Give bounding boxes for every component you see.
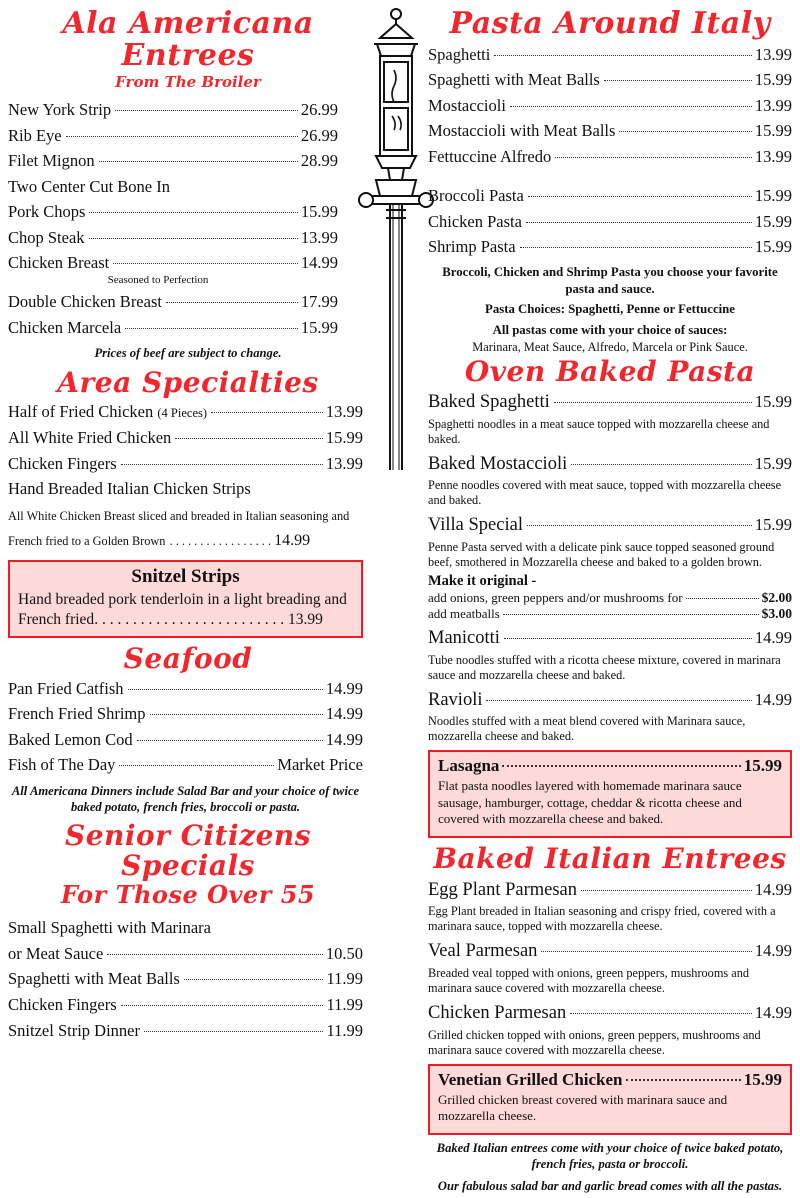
pasta-sauces-list: Marinara, Meat Sauce, Alfredo, Marcela or Pink Sauce. bbox=[472, 339, 748, 354]
snitzel-strips-box: Snitzel Strips Hand breaded pork tenderloin in a light breading and French fried. . . . . . . . . . . . . . . . . . . . . . . . . 13.99 bbox=[8, 560, 363, 638]
menu-item: Chop Steak 13.99 bbox=[8, 227, 338, 247]
dot-leader bbox=[526, 222, 752, 223]
seasoned-note: Seasoned to Perfection bbox=[107, 273, 209, 286]
section-title-oven-baked-pasta: Oven Baked Pasta bbox=[464, 354, 756, 388]
menu-item: All White Fried Chicken 15.99 bbox=[8, 427, 363, 447]
menu-item-description: Noodles stuffed with a meat blend covered with Marinara sauce, mozzarella cheese and baked. bbox=[428, 714, 746, 744]
section-title-baked-italian-entrees: Baked Italian Entrees bbox=[433, 842, 787, 876]
dot-leader bbox=[66, 136, 298, 137]
menu-item: Fish of The Day Market Price bbox=[8, 755, 363, 775]
menu-item: Spaghetti 13.99 bbox=[428, 44, 792, 64]
menu-item: Chicken Fingers 13.99 bbox=[8, 453, 363, 473]
menu-item: Chicken Parmesan 14.99 bbox=[428, 1002, 792, 1023]
menu-item: Broccoli Pasta 15.99 bbox=[428, 186, 792, 206]
venetian-row bbox=[438, 1070, 782, 1090]
lasagna-row bbox=[438, 756, 782, 776]
lasagna-price: 15.99 bbox=[743, 756, 782, 776]
subtitle-from-the-broiler: From The Broiler bbox=[115, 73, 261, 91]
menu-item: Baked Mostaccioli 15.99 bbox=[428, 453, 792, 474]
left-column bbox=[0, 0, 378, 1043]
dot-leader bbox=[99, 161, 298, 162]
section-title-senior-citizens: Senior Citizens Specials bbox=[64, 819, 312, 882]
dot-leader bbox=[604, 80, 752, 81]
dot-leader bbox=[686, 598, 759, 599]
menu-item: Baked Spaghetti 15.99 bbox=[428, 392, 792, 413]
dot-leader bbox=[89, 212, 297, 213]
dot-leader bbox=[128, 689, 323, 690]
dot-leader bbox=[626, 1079, 741, 1081]
dot-leader bbox=[150, 714, 323, 715]
menu-item: Chicken Pasta 15.99 bbox=[428, 211, 792, 231]
addon-row: add meatballs $3.00 bbox=[428, 606, 792, 622]
pasta-choices-note: Pasta Choices: Spaghetti, Penne or Fettuccine bbox=[485, 302, 735, 317]
lasagna-box bbox=[428, 750, 792, 838]
menu-item-label: Two Center Cut Bone In bbox=[8, 176, 170, 196]
pasta-note-choose: Broccoli, Chicken and Shrimp Pasta you choose your favorite pasta and sauce. bbox=[442, 265, 778, 296]
menu-item: Baked Lemon Cod 14.99 bbox=[8, 729, 363, 749]
dot-leader bbox=[107, 954, 323, 955]
dot-leader bbox=[527, 525, 752, 526]
dot-leader bbox=[115, 110, 298, 111]
menu-item: Mostaccioli with Meat Balls 15.99 bbox=[428, 121, 792, 141]
salad-bar-note: Our fabulous salad bar and garlic bread comes with all the pastas. bbox=[437, 1178, 783, 1193]
menu-item: Pork Chops 15.99 bbox=[8, 202, 338, 222]
dot-leader bbox=[211, 412, 323, 413]
dot-leader bbox=[502, 765, 740, 767]
dot-leader bbox=[619, 131, 751, 132]
addon-row: add onions, green peppers and/or mushrooms for $2.00 bbox=[428, 590, 792, 606]
dot-leader bbox=[175, 438, 323, 439]
venetian-desc: Grilled chicken breast covered with marinara sauce and mozzarella cheese. bbox=[438, 1091, 728, 1123]
menu-item: Pan Fried Catfish 14.99 bbox=[8, 678, 363, 698]
menu-item-description: Grilled chicken topped with onions, green peppers, mushrooms and marinara sauce covered with mozzarella cheese. bbox=[428, 1027, 761, 1057]
snitzel-title: Snitzel Strips bbox=[131, 565, 240, 587]
dot-leader bbox=[528, 196, 752, 197]
dot-leader bbox=[555, 157, 752, 158]
dot-leader bbox=[113, 263, 298, 264]
americana-dinners-note: All Americana Dinners include Salad Bar and your choice of twice baked potato, french fries, broccoli or pasta. bbox=[11, 783, 360, 814]
dot-leader bbox=[166, 302, 298, 303]
section-title-seafood: Seafood bbox=[123, 642, 253, 676]
dot-leader bbox=[520, 247, 752, 248]
baked-italian-note: Baked Italian entrees come with your choice of twice baked potato, french fries, pasta or broccoli. bbox=[436, 1141, 784, 1171]
pasta-sauces-heading: All pastas come with your choice of sauces: bbox=[492, 322, 728, 337]
venetian-price: 15.99 bbox=[743, 1069, 782, 1089]
menu-item: Snitzel Strip Dinner 11.99 bbox=[8, 1020, 363, 1040]
dot-leader bbox=[89, 238, 298, 239]
right-column bbox=[420, 0, 800, 1198]
dot-leader bbox=[486, 700, 751, 701]
dot-leader bbox=[137, 740, 323, 741]
dot-leader bbox=[570, 1013, 752, 1014]
menu-item: Filet Mignon 28.99 bbox=[8, 151, 338, 171]
dot-leader bbox=[144, 1031, 324, 1032]
dot-leader bbox=[121, 464, 323, 465]
menu-item: Chicken Marcela 15.99 bbox=[8, 317, 338, 337]
dot-leader bbox=[554, 402, 752, 403]
dot-leader bbox=[125, 328, 298, 329]
dot-leader bbox=[581, 890, 752, 891]
venetian-name: Venetian Grilled Chicken bbox=[438, 1069, 623, 1089]
dot-leader bbox=[119, 765, 274, 766]
snitzel-desc: Hand breaded pork tenderloin in a light breading and French fried bbox=[18, 590, 347, 629]
menu-item: Manicotti 14.99 bbox=[428, 628, 792, 649]
dot-leader bbox=[503, 614, 759, 615]
section-title-americana: Ala Americana Entrees bbox=[62, 6, 314, 73]
menu-item-label: Hand Breaded Italian Chicken Strips bbox=[8, 479, 251, 499]
menu-item: Double Chicken Breast 17.99 bbox=[8, 292, 338, 312]
menu-item: French Fried Shrimp 14.99 bbox=[8, 704, 363, 724]
dot-leader bbox=[571, 464, 752, 465]
menu-item: New York Strip 26.99 bbox=[8, 100, 338, 119]
menu-item-description: Penne noodles covered with meat sauce, topped with mozzarella cheese and baked. bbox=[428, 478, 782, 508]
dot-leader bbox=[541, 951, 751, 952]
section-title-pasta-around-italy: Pasta Around Italy bbox=[449, 6, 771, 41]
snitzel-price: 13.99 bbox=[287, 611, 323, 629]
venetian-chicken-box bbox=[428, 1064, 792, 1136]
menu-item-description: Spaghetti noodles in a meat sauce topped with mozzarella cheese and baked. bbox=[428, 416, 770, 446]
menu-item: Shrimp Pasta 15.99 bbox=[428, 237, 792, 257]
menu-item: Spaghetti with Meat Balls 11.99 bbox=[8, 969, 363, 989]
menu-item: Villa Special 15.99 bbox=[428, 515, 792, 536]
senior-line-1: Small Spaghetti with Marinara bbox=[8, 918, 212, 938]
make-it-original-label: Make it original - bbox=[428, 573, 537, 590]
menu-item: Half of Fried Chicken (4 Pieces) 13.99 bbox=[8, 402, 363, 422]
menu-item: Chicken Breast 14.99 bbox=[8, 253, 338, 273]
beef-price-footnote: Prices of beef are subject to change. bbox=[94, 346, 282, 361]
menu-item-description: Penne Pasta served with a delicate pink sauce topped seasoned ground beef, smothered in Mozzarella cheese and baked to a golden brown. bbox=[428, 540, 775, 570]
menu-item-description: Tube noodles stuffed with a ricotta cheese mixture, covered in marinara sauce and mozzarella cheese and baked. bbox=[428, 652, 781, 682]
menu-item-description: Breaded veal topped with onions, green peppers, mushrooms and marinara sauce covered with mozzarella cheese. bbox=[428, 965, 750, 995]
menu-item: Veal Parmesan 14.99 bbox=[428, 941, 792, 962]
menu-item: Rib Eye 26.99 bbox=[8, 125, 338, 145]
menu-item-description: Egg Plant breaded in Italian seasoning and crispy fried, covered with a marinara sauce, topped with mozzarella cheese. bbox=[428, 904, 776, 934]
dot-leader bbox=[121, 1005, 324, 1006]
menu-item: Egg Plant Parmesan 14.99 bbox=[428, 879, 792, 900]
menu-item: Mostaccioli 13.99 bbox=[428, 95, 792, 115]
dot-leader bbox=[504, 638, 752, 639]
menu-item-description: All White Chicken Breast sliced and breaded in Italian seasoning and French fried to a Golden Brown . . . . . . . . . . . . . . . . . 14.99 bbox=[8, 508, 350, 550]
menu-item: or Meat Sauce 10.50 bbox=[8, 943, 363, 963]
lasagna-desc: Flat pasta noodles layered with homemade marinara sauce sausage, hamburger, cottage, cheddar & ricotta cheese and covered with mozzarella cheese and baked. bbox=[438, 778, 742, 826]
subtitle-over-55: For Those Over 55 bbox=[60, 880, 316, 910]
menu-item: Ravioli 14.99 bbox=[428, 689, 792, 710]
lasagna-name: Lasagna bbox=[438, 756, 500, 776]
menu-item: Spaghetti with Meat Balls 15.99 bbox=[428, 70, 792, 90]
menu-item: Fettuccine Alfredo 13.99 bbox=[428, 146, 792, 166]
dot-leader bbox=[494, 55, 752, 56]
menu-item: Chicken Fingers 11.99 bbox=[8, 995, 363, 1015]
section-title-area-specialties: Area Specialties bbox=[57, 365, 319, 399]
dot-leader bbox=[184, 979, 324, 980]
dot-leader bbox=[510, 106, 752, 107]
